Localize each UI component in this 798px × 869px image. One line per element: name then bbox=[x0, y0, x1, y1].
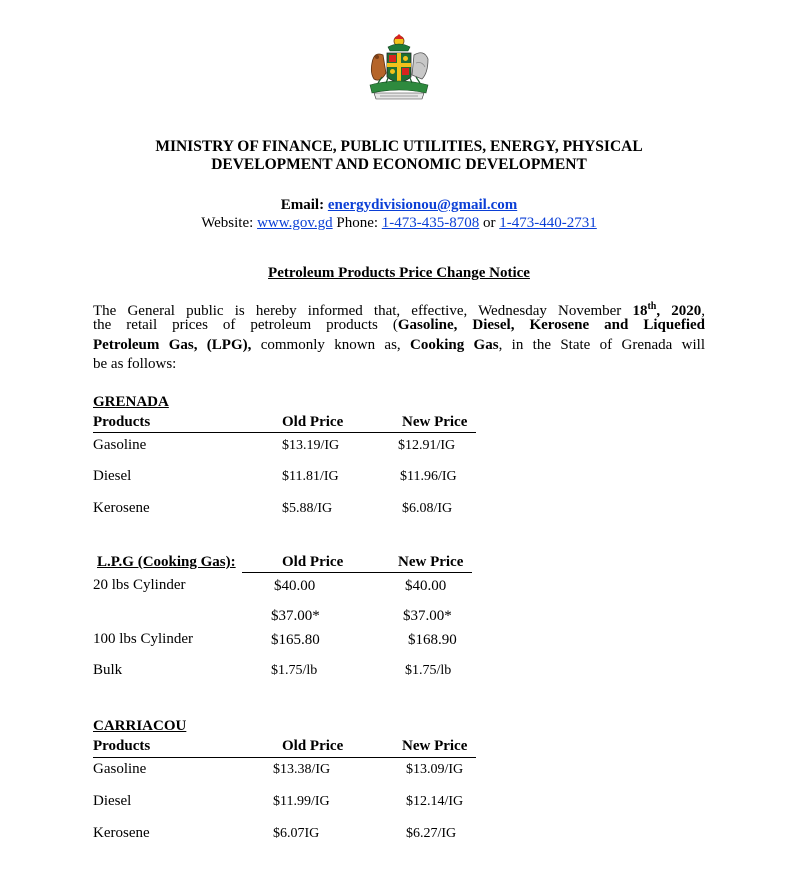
carriacou-row-1-old: $11.99/IG bbox=[273, 794, 330, 809]
ministry-name-line-2: DEVELOPMENT AND ECONOMIC DEVELOPMENT bbox=[211, 156, 587, 173]
lpg-row-2-product: 100 lbs Cylinder bbox=[93, 631, 193, 647]
carriacou-row-2-old: $6.07IG bbox=[273, 826, 320, 841]
website-label: Website: bbox=[201, 215, 258, 231]
grenada-row-0-product: Gasoline bbox=[93, 437, 147, 453]
notice-line-3 bbox=[93, 336, 705, 355]
lpg-row-3-new: $1.75/lb bbox=[405, 663, 452, 678]
phone-link-1[interactable]: 1-473-435-8708 bbox=[381, 215, 480, 231]
carriacou-row-1-new: $12.14/IG bbox=[406, 794, 464, 809]
lpg-row-2-new: $168.90 bbox=[408, 632, 457, 648]
coat-of-arms-icon bbox=[366, 33, 432, 103]
notice-l1-comma: , bbox=[701, 303, 705, 319]
grenada-col-old: Old Price bbox=[282, 414, 344, 430]
lpg-col-old: Old Price bbox=[282, 554, 344, 570]
lpg-row-2-old: $165.80 bbox=[271, 632, 320, 648]
notice-l1-date: 18 bbox=[632, 303, 648, 319]
grenada-row-2-product: Kerosene bbox=[93, 500, 150, 516]
grenada-row-0-new: $12.91/IG bbox=[398, 438, 456, 453]
carriacou-row-2-new: $6.27/IG bbox=[406, 826, 457, 841]
lpg-row-1-new: $37.00* bbox=[403, 608, 452, 624]
lpg-row-3-product: Bulk bbox=[93, 662, 123, 678]
notice-line-1 bbox=[93, 297, 705, 319]
carriacou-col-products: Products bbox=[93, 738, 151, 754]
carriacou-heading: CARRIACOU bbox=[93, 718, 187, 734]
grenada-row-1-new: $11.96/IG bbox=[400, 469, 457, 484]
carriacou-row-0-product: Gasoline bbox=[93, 761, 147, 777]
notice-l1-sup: th bbox=[647, 301, 657, 312]
notice-l1-text: The General public is hereby informed that, effective, Wednesday November bbox=[93, 303, 633, 319]
carriacou-row-0-old: $13.38/IG bbox=[273, 762, 331, 777]
notice-l3-lpg: Petroleum Gas, (LPG), bbox=[93, 336, 252, 353]
contact-line bbox=[0, 214, 798, 232]
grenada-row-0-old: $13.19/IG bbox=[282, 438, 340, 453]
or-text: or bbox=[479, 215, 500, 231]
lpg-row-0-new: $40.00 bbox=[405, 578, 447, 594]
notice-title: Petroleum Products Price Change Notice bbox=[268, 265, 530, 281]
phone-label: Phone: bbox=[332, 215, 382, 231]
carriacou-row-2-product: Kerosene bbox=[93, 825, 150, 841]
grenada-row-2-old: $5.88/IG bbox=[282, 501, 333, 516]
website-link[interactable]: www.gov.gd bbox=[257, 215, 333, 231]
carriacou-row-0-new: $13.09/IG bbox=[406, 762, 464, 777]
grenada-row-1-old: $11.81/IG bbox=[282, 469, 339, 484]
grenada-row-1-product: Diesel bbox=[93, 468, 132, 484]
carriacou-header-rule bbox=[93, 757, 476, 758]
email-link[interactable]: energydivisionou@gmail.com bbox=[327, 197, 518, 213]
notice-line-2 bbox=[93, 316, 705, 335]
grenada-header-rule bbox=[93, 432, 476, 433]
lpg-row-1-old: $37.00* bbox=[271, 608, 320, 624]
lpg-col-products: L.P.G (Cooking Gas): bbox=[97, 554, 236, 570]
carriacou-row-1-product: Diesel bbox=[93, 793, 132, 809]
carriacou-col-new: New Price bbox=[402, 738, 468, 754]
lpg-row-0-product: 20 lbs Cylinder bbox=[93, 577, 186, 593]
grenada-heading: GRENADA bbox=[93, 394, 169, 410]
notice-l3-tail: , in the State of Grenada will bbox=[498, 336, 705, 353]
phone-link-2[interactable]: 1-473-440-2731 bbox=[499, 215, 597, 231]
grenada-col-new: New Price bbox=[402, 414, 468, 430]
notice-line-4: be as follows: bbox=[93, 355, 177, 372]
carriacou-col-old: Old Price bbox=[282, 738, 344, 754]
ministry-name-line-1: MINISTRY OF FINANCE, PUBLIC UTILITIES, ENERGY, PHYSICAL bbox=[155, 138, 643, 155]
lpg-header-rule bbox=[242, 572, 472, 573]
lpg-row-3-old: $1.75/lb bbox=[271, 663, 318, 678]
email-line bbox=[0, 196, 798, 214]
lpg-row-0-old: $40.00 bbox=[274, 578, 316, 594]
lpg-col-new: New Price bbox=[398, 554, 464, 570]
notice-paragraph bbox=[93, 297, 705, 374]
notice-l2-products: Gasoline, Diesel, Kerosene and Liquefied bbox=[397, 317, 705, 334]
grenada-col-products: Products bbox=[93, 414, 151, 430]
notice-l2-text: the retail prices of petroleum products ( bbox=[93, 317, 398, 334]
grenada-row-2-new: $6.08/IG bbox=[402, 501, 453, 516]
email-label: Email: bbox=[280, 197, 328, 213]
notice-l3-cooking-gas: Cooking Gas bbox=[410, 336, 499, 353]
notice-l1-year: , 2020 bbox=[656, 303, 702, 319]
notice-l3-text: commonly known as, bbox=[251, 336, 411, 353]
